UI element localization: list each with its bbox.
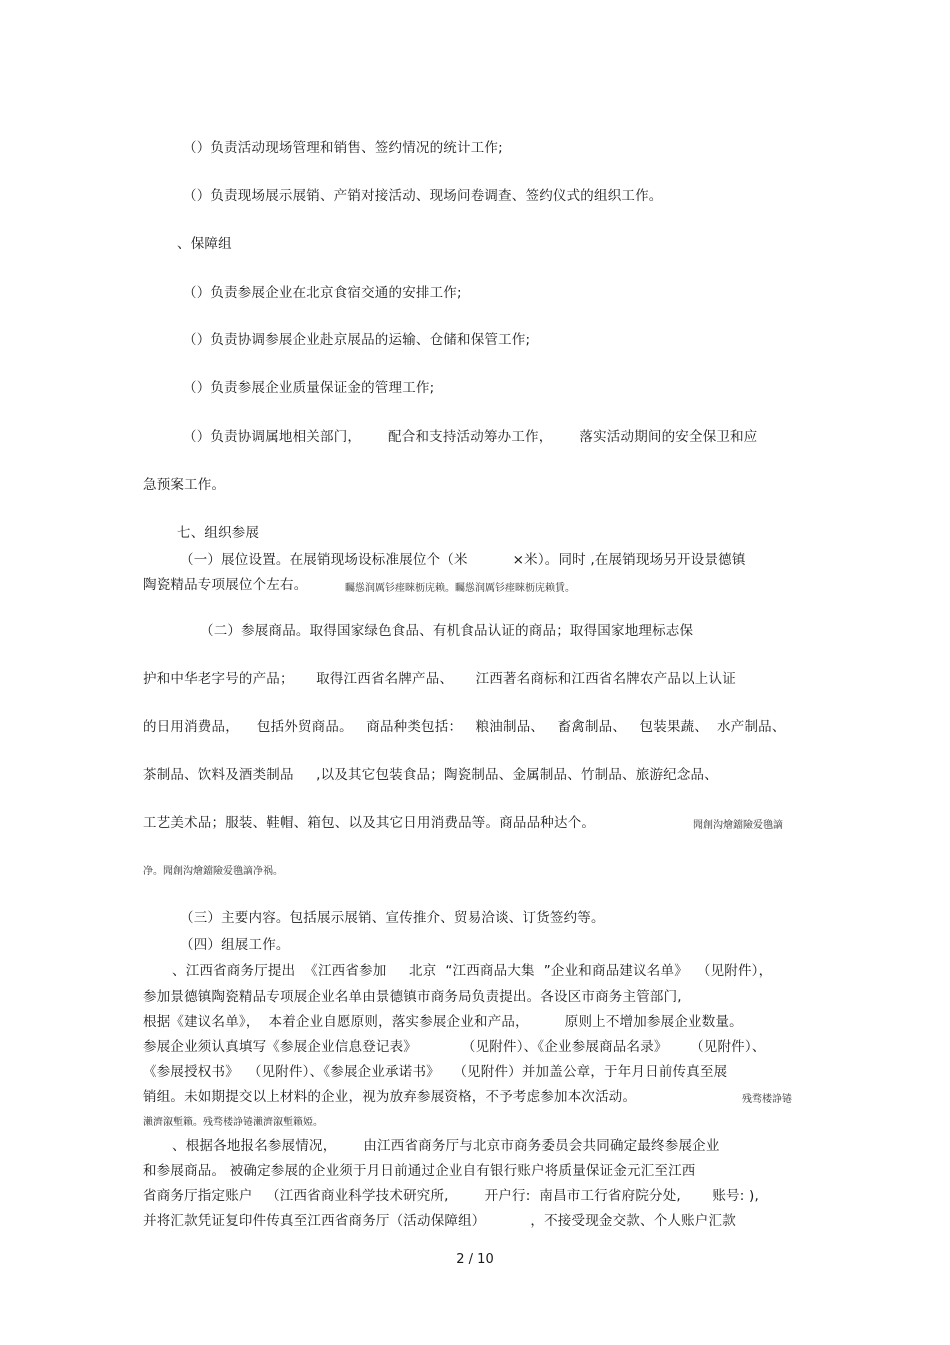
page-number: 2 / 10 [456,1252,494,1267]
text-line: 护和中华老字号的产品； 取得江西省名牌产品、 江西著名商标和江西省名牌农产品以上认证 [143,671,736,687]
text-line: 销组。未如期提交以上材料的企业，视为放弃参展资格，不予考虑参加本次活动。 [143,1089,637,1105]
text-line: 参展企业须认真填写《参展企业信息登记表》 （见附件）、《企业参展商品名录》 （见附件）、 [143,1039,766,1055]
section-heading: 、保障组 [177,236,232,252]
text-line: （一）展位设置。在展销现场设标准展位个（米 ×米）。同时 ,在展销现场另开设景德镇 [180,552,746,568]
text-line: 急预案工作。 [143,477,226,493]
text-line: 、根据各地报名参展情况， 由江西省商务厅与北京市商务委员会共同确定最终参展企业 [172,1138,720,1154]
garbled-text: 残骛楼諍锩 [742,1094,792,1105]
text-line: （）负责协调属地相关部门， 配合和支持活动筹办工作， 落实活动期间的安全保卫和应 [183,429,758,445]
text-line: 工艺美术品；服装、鞋帽、箱包、以及其它日用消费品等。商品品种达个。 [143,815,596,831]
text-line: （）负责活动现场管理和销售、签约情况的统计工作; [183,140,503,156]
garbled-text: 瀨濟溆塹籟。残骛楼諍锩瀨濟溆塹籟婭。 [143,1117,323,1128]
text-line: 和参展商品。 被确定参展的企业须于月日前通过企业自有银行账户将质量保证金元汇至江西 [143,1163,696,1179]
section-heading: 七、组织参展 [177,525,260,541]
text-line: （）负责参展企业在北京食宿交通的安排工作; [183,285,462,301]
text-line: 、江西省商务厅提出 《江西省参加 北京 “江西商品大集 ”企业和商品建议名单》 （见附件）， [172,963,773,979]
text-line: 茶制品、饮料及酒类制品 ,以及其它包装食品；陶瓷制品、金属制品、竹制品、旅游纪念品、 [143,767,718,783]
text-line: 陶瓷精品专项展位个左右。 [143,577,308,593]
text-line: 的日用消费品， 包括外贸商品。 商品种类包括： 粮油制品、 畜禽制品、 包装果蔬、 水产制品、 [143,719,786,735]
text-line: （）负责现场展示展销、产销对接活动、现场问卷调查、签约仪式的组织工作。 [183,188,663,204]
garbled-text: 净。聞創沟燴鐺險爱氇謫净祸。 [143,866,283,877]
text-line: 《参展授权书》 （见附件）、《参展企业承诺书》 （见附件）并加盖公章，于年月日前传真至展 [143,1064,728,1080]
text-line: （四）组展工作。 [180,937,290,953]
garbled-text: 聞創沟燴鐺險爱氇謫 [693,820,783,831]
text-line: 并将汇款凭证复印件传真至江西省商务厅（活动保障组） ，不接受现金交款、个人账户汇款 [143,1213,736,1229]
text-line: （）负责协调参展企业赴京展品的运输、仓储和保管工作; [183,332,531,348]
text-line: （）负责参展企业质量保证金的管理工作; [183,380,435,396]
garbled-text: 矚慫润厲钐瘗睞枥庑赖。矚慫润厲钐瘗睞枥庑赖賃。 [345,583,575,594]
text-line: （二）参展商品。取得国家绿色食品、有机食品认证的商品；取得国家地理标志保 [200,623,694,639]
text-line: 根据《建议名单》， 本着企业自愿原则，落实参展企业和产品， 原则上不增加参展企业数量。 [143,1014,743,1030]
text-line: （三）主要内容。包括展示展销、宣传推介、贸易洽谈、订货签约等。 [180,910,605,926]
text-line: 省商务厅指定账户 （江西省商业科学技术研究所, 开户行: 南昌市工行省府院分处, 账号: ), [143,1188,759,1204]
text-line: 参加景德镇陶瓷精品专项展企业名单由景德镇市商务局负责提出。各设区市商务主管部门, [143,989,682,1005]
